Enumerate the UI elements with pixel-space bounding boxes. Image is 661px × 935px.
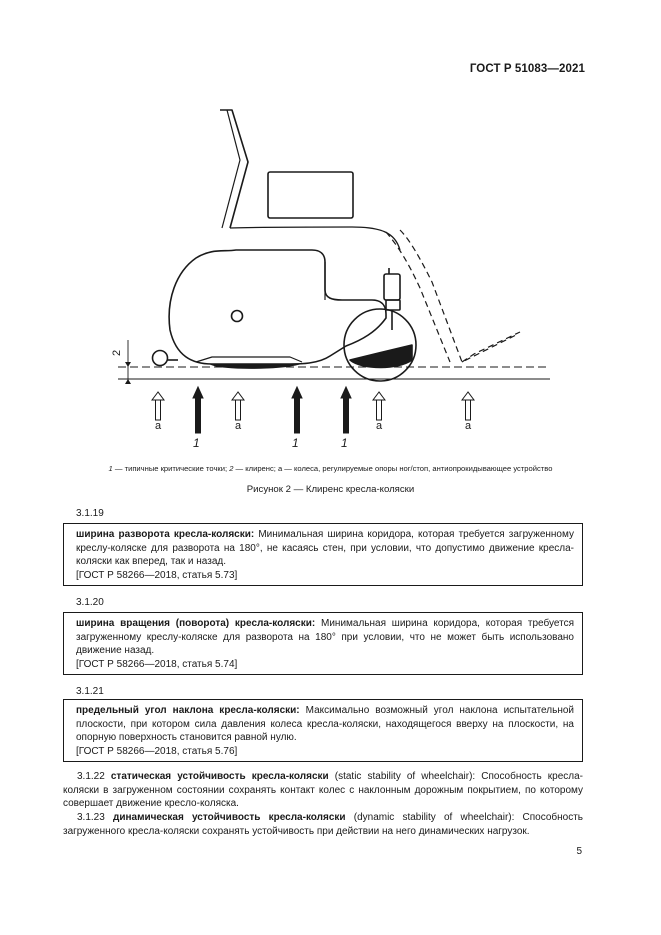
backrest-panel: [268, 172, 353, 218]
term-box: [63, 523, 583, 586]
paragraph-term: статическая устойчивость кресла-коляски: [110, 771, 329, 782]
term-number: 3.1.20: [76, 597, 104, 608]
term-definition: Минимальная ширина коридора, которая требуется загруженному креслу-коляске для разворота на 180° при условии, что не может быть использовано движение назад.: [76, 618, 574, 657]
term-box: [63, 699, 583, 762]
term-source: [ГОСТ Р 58266—2018, статья 5.76]: [76, 745, 238, 757]
legend-text-1: — типичные критические точки;: [112, 464, 230, 473]
arrow-solid-2: [292, 387, 302, 433]
term-title: ширина разворота кресла-коляски:: [76, 529, 255, 540]
arrow-hollow-4: [462, 392, 474, 420]
label-1-1: 1: [193, 436, 200, 450]
legend-num-1: 1: [108, 464, 113, 473]
dimension-label: 2: [111, 349, 123, 356]
arrow-hollow-1: [152, 392, 164, 420]
arrows: [152, 387, 474, 433]
label-a-4: а: [465, 420, 472, 432]
wheelchair-body: [169, 250, 386, 364]
legend-num-2: 2: [229, 464, 234, 473]
term-box: [63, 612, 583, 675]
label-a-1: а: [155, 420, 162, 432]
anti-tip-wheel: [153, 351, 168, 366]
frame-hole: [232, 311, 243, 322]
label-a-2: а: [235, 420, 242, 432]
paragraph-number: 3.1.22: [77, 771, 105, 782]
term-title: ширина вращения (поворота) кресла-коляски:: [76, 618, 316, 629]
legend-text-2: — клиренс; а — колеса, регулируемые опоры ног/стоп, антиопрокидывающее устройство: [233, 464, 553, 473]
standard-code: ГОСТ Р 51083—2021: [469, 63, 585, 75]
label-1-3: 1: [341, 436, 348, 450]
term-definition: Максимально возможный угол наклона испытательной плоскости, при котором сила давления колеса кресла-коляски, находящегося вверху на плоскости, на опорную поверхность становится равной нулю.: [76, 705, 574, 744]
front-caster-wheel: [344, 309, 416, 381]
figure-caption: Рисунок 2 — Клиренс кресла-коляски: [246, 484, 415, 495]
arrow-solid-1: [193, 387, 203, 433]
arrow-solid-3: [341, 387, 351, 433]
figure-legend: [0, 464, 661, 473]
term-source: [ГОСТ Р 58266—2018, статья 5.74]: [76, 658, 238, 670]
paragraph: [63, 811, 583, 838]
term-source: [ГОСТ Р 58266—2018, статья 5.73]: [76, 569, 238, 581]
term-number: 3.1.19: [76, 508, 104, 519]
push-handle: [220, 110, 248, 228]
arrow-hollow-3: [373, 392, 385, 420]
leg-rest-dashed: [400, 230, 518, 362]
paragraph-text: (static stability of wheelchair): Способность кресла-коляски в загруженном состоянии сохранять контакт колес с наклонным дорожным покрытием, по которому совершает движение кресло-коляска.: [63, 771, 583, 810]
term-title: предельный угол наклона кресла-коляски:: [76, 705, 300, 716]
arrow-hollow-2: [232, 392, 244, 420]
term-number: 3.1.21: [76, 686, 104, 697]
paragraph: [63, 770, 583, 811]
term-definition: Минимальная ширина коридора, которая требуется загруженному креслу-коляске для разворота на 180°, не касаясь стен, при условии, что допустимо движение кресла-коляски как вперед, так и назад.: [76, 529, 574, 568]
page-number: 5: [576, 846, 582, 857]
paragraph-term: динамическая устойчивость кресла-коляски: [112, 812, 346, 823]
paragraph-text: (dynamic stability of wheelchair): Способность загруженного кресла-коляски сохранять устойчивость при действии на него динамических нагрузок.: [63, 812, 584, 837]
label-a-3: а: [376, 420, 383, 432]
label-1-2: 1: [292, 436, 299, 450]
paragraph-number: 3.1.23: [77, 812, 105, 823]
